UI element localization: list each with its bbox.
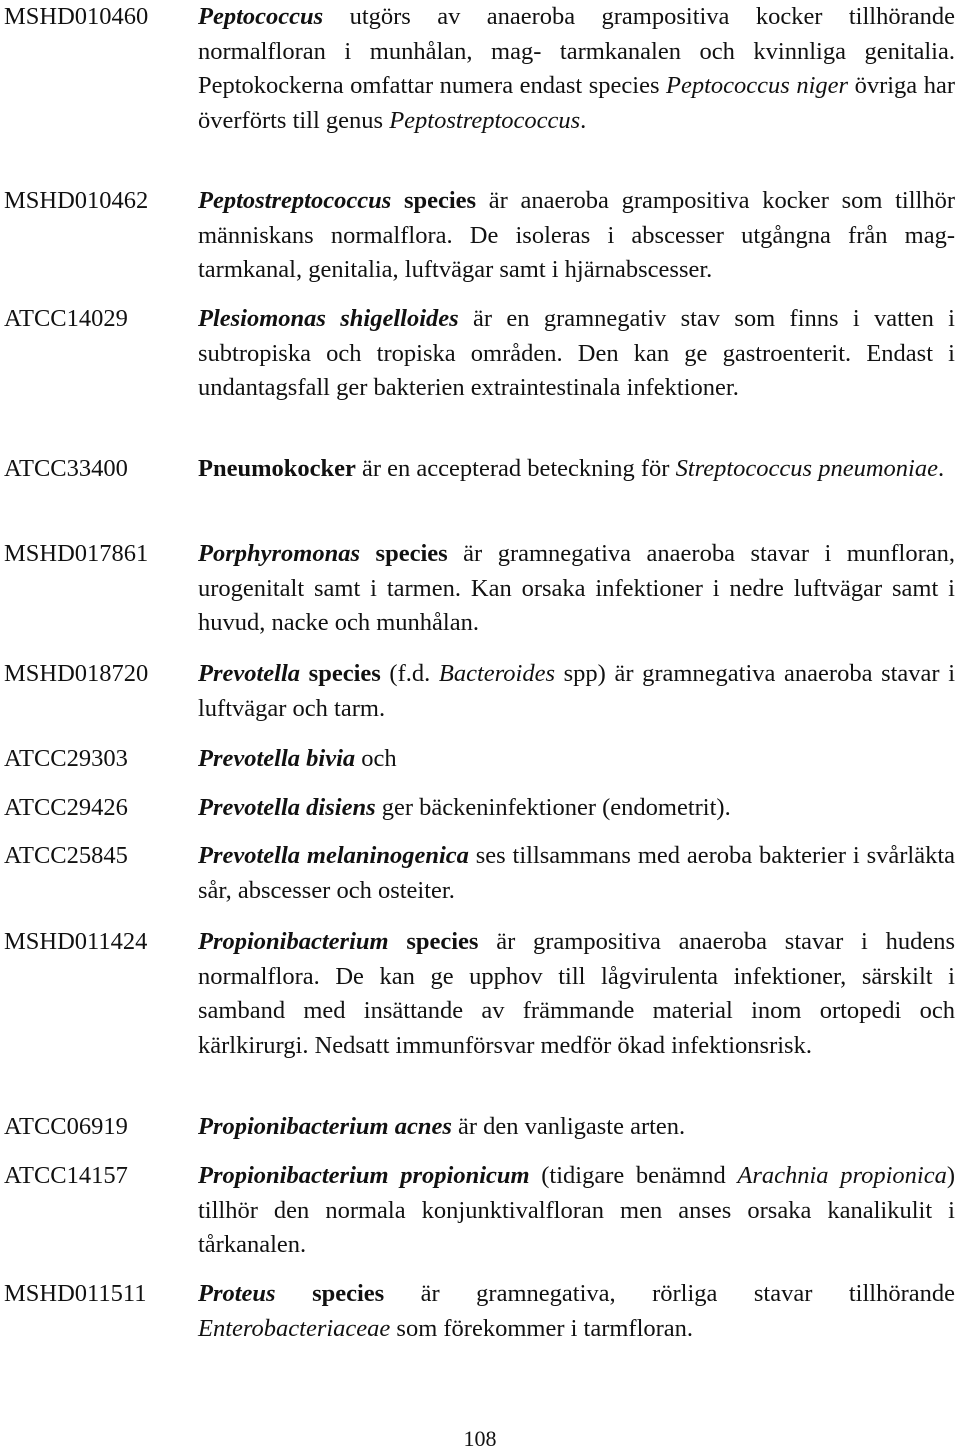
organism-name: Proteus	[198, 1280, 276, 1307]
description-text: .	[937, 455, 945, 482]
entry-description	[198, 791, 955, 826]
entry-code: MSHD010462	[4, 187, 149, 214]
bold-term: species	[388, 928, 479, 955]
italic-term: Bacteroides	[438, 660, 555, 687]
description-text: .	[580, 106, 587, 134]
organism-name: Peptococcus	[198, 3, 324, 30]
description-text: är anaeroba grampositiva kocker som tillhör människans normalflora. De isoleras i abscesser utgångna från mag- tarmkanal, genitalia, luftvägar samt i hjärnabscesser.	[198, 187, 955, 283]
bold-term: species	[275, 1280, 385, 1307]
entry-code: ATCC29426	[4, 794, 128, 821]
description-text: ses tillsammans med aeroba bakterier i svårläkta sår, abscesser och osteiter.	[198, 842, 955, 904]
entry-code: ATCC06919	[4, 1113, 128, 1140]
entry-code: MSHD011424	[4, 928, 148, 955]
entry-description	[198, 1159, 955, 1263]
description-text: som förekommer i tarmfloran.	[390, 1314, 694, 1342]
entry-description	[198, 925, 955, 1063]
organism-name: Propionibacterium	[198, 928, 389, 955]
italic-term: Enterobacteriaceae	[198, 1314, 391, 1342]
description-text: är den vanligaste arten.	[451, 1113, 686, 1140]
entry-code: ATCC14157	[4, 1162, 128, 1189]
organism-name: Prevotella disiens	[198, 794, 376, 821]
organism-name: Prevotella	[198, 660, 301, 687]
description-text: är en accepterad beteckning för	[355, 455, 676, 482]
organism-name: Plesiomonas shigelloides	[198, 305, 459, 332]
entry-code: ATCC33400	[4, 455, 128, 482]
entry-description	[198, 0, 955, 138]
organism-name: Propionibacterium acnes	[198, 1113, 452, 1140]
description-text: spp) är gramnegativa anaeroba stavar i luftvägar och tarm.	[198, 660, 956, 722]
bold-term: species	[360, 540, 448, 567]
description-text: och	[355, 745, 397, 772]
entry-description	[198, 742, 955, 777]
entry-code: ATCC29303	[4, 745, 128, 772]
entry-description	[198, 1110, 955, 1145]
organism-name: Peptostreptococcus	[198, 187, 392, 214]
description-text: (tidigare benämnd	[529, 1162, 738, 1189]
entry-code: ATCC25845	[4, 842, 128, 869]
organism-name: Porphyromonas	[198, 540, 361, 567]
description-text: övriga har överförts till genus	[198, 72, 955, 134]
italic-term: Peptostreptococcus	[389, 106, 581, 134]
organism-name: Propionibacterium propionicum	[198, 1162, 530, 1189]
description-text: (f.d.	[380, 660, 439, 687]
italic-term: Peptococcus niger	[666, 72, 849, 99]
page-number: 108	[463, 1426, 497, 1451]
description-text: är grampositiva anaeroba stavar i hudens normalflora. De kan ge upphov till lågvirulenta infektioner, särskilt i samband med insättande av främmande material inom ortopedi och kärlkirurgi. Nedsatt immunförsvar medför ökad infektionsrisk.	[198, 928, 955, 1059]
entry-code: MSHD011511	[4, 1280, 147, 1307]
entry-code: ATCC14029	[4, 305, 128, 332]
entry-description	[198, 452, 955, 487]
description-text: är gramnegativa anaeroba stavar i munfloran, urogenitalt samt i tarmen. Kan orsaka infektioner i nedre luftvägar samt i huvud, nacke och munhålan.	[198, 540, 955, 636]
italic-term: Arachnia propionica	[737, 1162, 947, 1189]
entry-description	[198, 1277, 955, 1346]
entry-code: MSHD018720	[4, 660, 149, 687]
description-text: är en gramnegativ stav som finns i vatten i subtropiska och tropiska områden. Den kan ge gastroenterit. Endast i undantagsfall ger bakterien extraintestinala infektioner.	[198, 305, 955, 401]
bold-term: Pneumokocker	[198, 455, 356, 482]
entry-description	[198, 657, 955, 726]
entry-description	[198, 302, 955, 406]
entry-description	[198, 537, 955, 641]
entry-description	[198, 184, 955, 288]
bold-term: species	[391, 187, 477, 214]
italic-term: Streptococcus pneumoniae	[675, 455, 938, 482]
organism-name: Prevotella melaninogenica	[198, 842, 469, 869]
entry-code: MSHD017861	[4, 540, 149, 567]
description-text: ger bäckeninfektioner (endometrit).	[375, 794, 731, 821]
description-text: är gramnegativa, rörliga stavar tillhörande	[384, 1280, 955, 1307]
bold-term: species	[300, 660, 381, 687]
entry-description	[198, 839, 955, 908]
organism-name: Prevotella bivia	[198, 745, 356, 772]
description-text: utgörs av anaeroba grampositiva kocker tillhörande normalfloran i munhålan, mag- tarmkanalen och kvinnliga genitalia. Peptokockerna omfattar numera endast species	[198, 3, 955, 99]
description-text: ) tillhör den normala konjunktivalfloran men anses orsaka kanalikulit i tårkanalen.	[198, 1162, 956, 1258]
entry-code: MSHD010460	[4, 3, 149, 30]
